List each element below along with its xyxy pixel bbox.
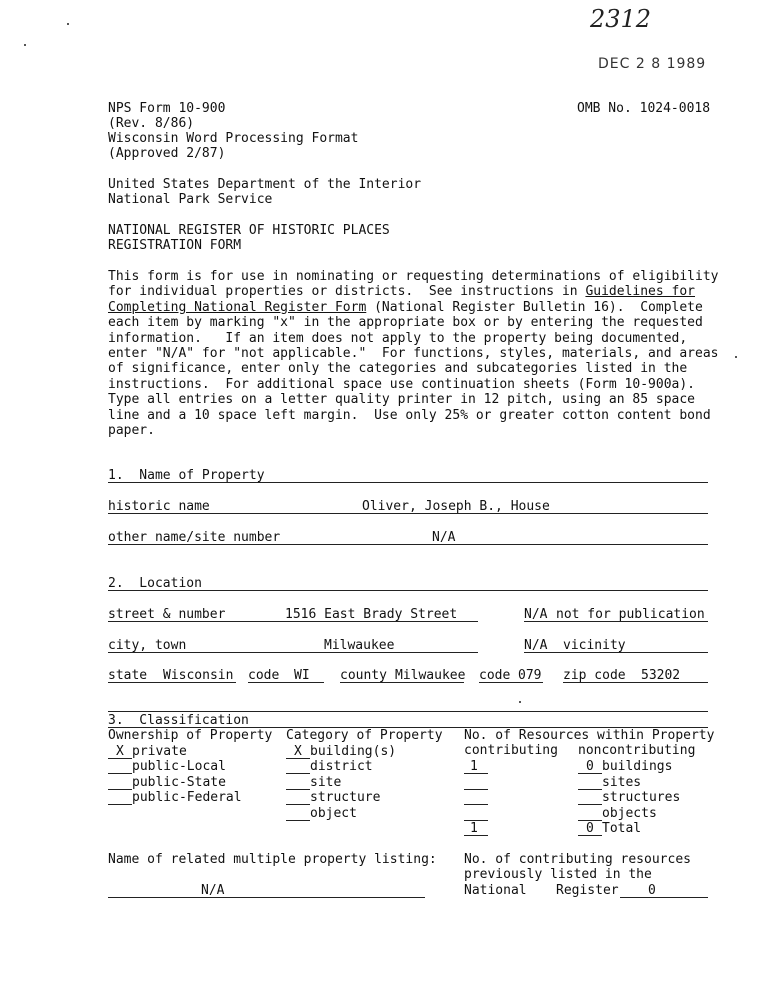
ownership-federal-label: public-Federal [132, 790, 242, 805]
instructions-line: each item by marking "x" in the appropriate box or by entering the requested [108, 315, 703, 331]
city-line [108, 652, 478, 653]
form-format: Wisconsin Word Processing Format [108, 131, 359, 146]
form-number: NPS Form 10-900 [108, 101, 226, 116]
category-header: Category of Property [286, 728, 443, 743]
county-code-label: code [479, 668, 511, 683]
instructions-line: Type all entries on a letter quality printer in 12 pitch, using an 85 space [108, 392, 695, 408]
ownership-local-label: public-Local [132, 759, 226, 774]
ownership-header: Ownership of Property [108, 728, 273, 743]
other-name-label: other name/site number [108, 530, 281, 545]
section2-rule [108, 590, 708, 591]
handwritten-number: 2312 [590, 5, 652, 33]
resource-total-label: Total [602, 821, 642, 836]
state-code-label: code [248, 668, 280, 683]
previously-listed-line2: previously listed in the [464, 867, 652, 882]
county-label: county [340, 668, 387, 683]
historic-name-label: historic name [108, 499, 210, 514]
related-listing-value[interactable]: N/A [201, 883, 225, 898]
historic-name-value[interactable]: Oliver, Joseph B., House [362, 499, 550, 514]
city-value[interactable]: Milwaukee [324, 638, 395, 653]
not-for-publication-value[interactable]: N/A [524, 607, 548, 622]
noncontributing-sites-line[interactable] [578, 789, 602, 790]
noncontributing-buildings[interactable]: 0 [586, 759, 594, 774]
scan-speck [67, 23, 69, 25]
instructions-line [108, 300, 710, 315]
vicinity-label: vicinity [563, 638, 626, 653]
category-structure-blank[interactable] [286, 804, 310, 805]
ownership-state-blank[interactable] [108, 789, 132, 790]
scan-speck [519, 701, 521, 703]
county-value[interactable]: Milwaukee [395, 668, 466, 683]
state-code-line [248, 682, 324, 683]
resource-structures-label: structures [602, 790, 681, 805]
street-value[interactable]: 1516 East Brady Street [285, 607, 458, 622]
zip-label: zip code [563, 668, 626, 683]
category-building-label: building(s) [310, 744, 397, 759]
form-revision: (Rev. 8/86) [108, 116, 195, 131]
ownership-private-label: private [132, 744, 187, 759]
contributing-total-line [464, 835, 488, 836]
section3-top-rule [108, 711, 708, 712]
instructions-line: of significance, enter only the categories and subcategories listed in the [108, 361, 688, 377]
previously-listed-line1: No. of contributing resources [464, 852, 691, 867]
section1-heading: 1. Name of Property [108, 468, 265, 483]
scan-speck [735, 356, 737, 358]
zip-line [563, 682, 708, 683]
resources-header: No. of Resources within Property [464, 728, 715, 743]
street-label: street & number [108, 607, 226, 622]
noncontributing-label: noncontributing [578, 743, 696, 758]
agency-department: United States Department of the Interior [108, 177, 422, 192]
contributing-structures-line[interactable] [464, 804, 488, 805]
vicinity-line [524, 652, 708, 653]
category-district-blank[interactable] [286, 773, 310, 774]
section2-heading: 2. Location [108, 576, 202, 591]
related-listing-line [108, 897, 425, 898]
contributing-total[interactable]: 1 [470, 821, 478, 836]
section3-heading: 3. Classification [108, 713, 249, 728]
section1-rule [108, 482, 708, 483]
category-district-label: district [310, 759, 373, 774]
category-site-blank[interactable] [286, 789, 310, 790]
agency-service: National Park Service [108, 192, 273, 207]
contributing-sites-line[interactable] [464, 789, 488, 790]
ownership-state-label: public-State [132, 775, 226, 790]
instructions-line: instructions. For additional space use continuation sheets (Form 10-900a). [108, 376, 695, 392]
instructions-line: This form is for use in nominating or requesting determinations of eligibility [108, 269, 719, 284]
ownership-private-mark[interactable]: X [116, 744, 124, 759]
form-approved: (Approved 2/87) [108, 146, 226, 161]
category-object-blank[interactable] [286, 820, 310, 821]
resource-sites-label: sites [602, 775, 642, 790]
instructions-line: information. If an item does not apply to the property being documented, [108, 330, 688, 346]
vicinity-value[interactable]: N/A [524, 638, 548, 653]
guidelines-title: Guidelines for [585, 284, 696, 300]
state-line [108, 682, 236, 683]
scan-speck [24, 44, 26, 46]
instructions-line: line and a 10 space left margin. Use only 25% or greater cotton content bond [108, 407, 711, 423]
previously-listed-line [620, 897, 708, 898]
guidelines-title-cont: Completing National Register Form [108, 299, 367, 315]
instructions-line [108, 284, 710, 299]
national-label: National [464, 883, 527, 898]
zip-value[interactable]: 53202 [641, 668, 681, 683]
form-title: NATIONAL REGISTER OF HISTORIC PLACES [108, 223, 390, 238]
resource-buildings-label: buildings [602, 759, 673, 774]
state-value[interactable]: Wisconsin [163, 668, 234, 683]
resource-objects-label: objects [602, 806, 657, 821]
contributing-label: contributing [464, 743, 558, 758]
street-line [108, 621, 478, 622]
instructions-line: paper. [108, 422, 155, 438]
instructions-text: (National Register Bulletin 16). Complete [366, 299, 703, 315]
category-structure-label: structure [310, 790, 381, 805]
omb-number: OMB No. 1024-0018 [577, 101, 711, 116]
related-listing-label: Name of related multiple property listing: [108, 852, 437, 867]
noncontributing-buildings-line [578, 773, 602, 774]
date-stamp: DEC 2 8 1989 [598, 56, 707, 72]
other-name-value[interactable]: N/A [432, 530, 456, 545]
county-line [340, 682, 464, 683]
state-label: state [108, 668, 148, 683]
noncontributing-structures-line[interactable] [578, 804, 602, 805]
county-code-line [479, 682, 543, 683]
instructions-paragraph [108, 269, 719, 438]
historic-name-line [108, 513, 708, 514]
previously-listed-value[interactable]: 0 [648, 883, 656, 898]
category-building-mark[interactable]: X [294, 744, 302, 759]
register-label: Register [556, 883, 619, 898]
instructions-line: enter "N/A" for "not applicable." For functions, styles, materials, and areas [108, 345, 719, 361]
contributing-buildings-line [464, 773, 488, 774]
category-object-label: object [310, 806, 357, 821]
contributing-buildings[interactable]: 1 [470, 759, 478, 774]
noncontributing-total[interactable]: 0 [586, 821, 594, 836]
instructions-text: for individual properties or districts. See instructions in [108, 284, 586, 300]
city-label: city, town [108, 638, 187, 653]
ownership-federal-blank[interactable] [108, 804, 132, 805]
ownership-local-blank[interactable] [108, 773, 132, 774]
form-subtitle: REGISTRATION FORM [108, 238, 242, 253]
state-code-value[interactable]: WI [294, 668, 310, 683]
not-for-publication-label: not for publication [556, 607, 705, 622]
county-code-value[interactable]: 079 [518, 668, 542, 683]
not-for-publication-line [524, 621, 708, 622]
other-name-line [108, 544, 708, 545]
noncontributing-total-line [578, 835, 602, 836]
category-site-label: site [310, 775, 342, 790]
